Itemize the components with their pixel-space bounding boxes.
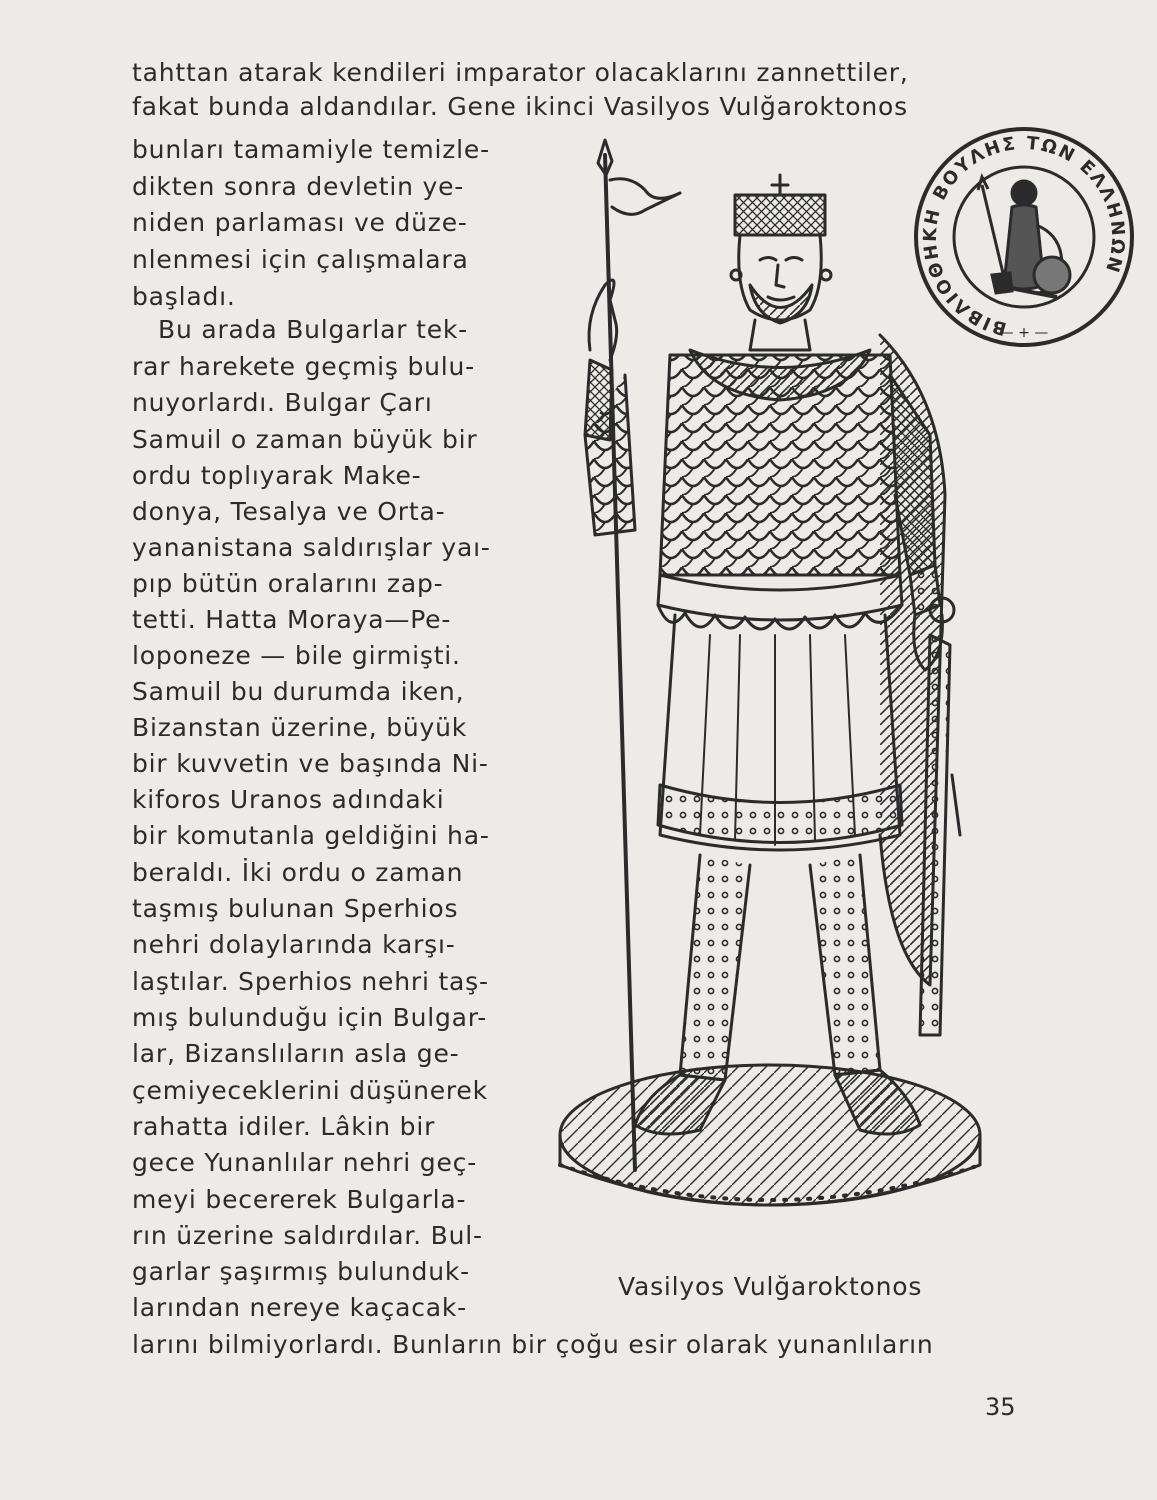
text-line: Bizanstan üzerine, büyük (132, 713, 468, 742)
text-line: tahttan atarak kendileri imparator olacaklarını zannettiler, (132, 58, 909, 87)
text-line: niden parlaması ve düze- (132, 208, 468, 237)
left-leg (680, 855, 750, 1080)
library-stamp (912, 125, 1137, 350)
text-line: gece Yunanlılar nehri geç- (132, 1148, 478, 1177)
text-line: Samuil o zaman büyük bir (132, 425, 478, 454)
text-line: bir kuvvetin ve başında Ni- (132, 749, 489, 778)
text-line: rar harekete geçmiş bulu- (132, 352, 475, 381)
text-line: ordu toplıyarak Make- (132, 461, 422, 490)
right-leg (810, 855, 880, 1075)
text-line: çemiyeceklerini düşünerek (132, 1076, 488, 1105)
text-line: bunları tamamiyle temizle- (132, 135, 490, 164)
spear (605, 155, 635, 1170)
text-line: taşmış bulunan Sperhios (132, 894, 459, 923)
text-line: loponeze — bile girmişti. (132, 641, 461, 670)
text-line: donya, Tesalya ve Orta- (132, 497, 446, 526)
text-line: Samuil bu durumda iken, (132, 677, 465, 706)
text-line: tetti. Hatta Moraya—Pe- (132, 605, 452, 634)
crown (735, 195, 825, 235)
scale-armor (660, 355, 900, 575)
figure-caption: Vasilyos Vulğaroktonos (618, 1272, 923, 1301)
text-line: rahatta idiler. Lâkin bir (132, 1112, 436, 1141)
text-line: larını bilmiyorlardı. Bunların bir çoğu esir olarak yunanlıların (132, 1330, 934, 1359)
text-line: bir komutanla geldiğini ha- (132, 821, 490, 850)
text-line: nlenmesi için çalışmalara (132, 245, 469, 274)
text-line: dikten sonra devletin ye- (132, 172, 465, 201)
athena-emblem (978, 177, 1070, 297)
text-line: yananistana saldırışlar yaı- (132, 533, 491, 562)
text-line: larından nereye kaçacak- (132, 1293, 467, 1322)
text-line: Bu arada Bulgarlar tek- (158, 315, 468, 344)
text-line: fakat bunda aldandılar. Gene ikinci Vasilyos Vulğaroktonos (132, 92, 908, 121)
text-line: rın üzerine saldırdılar. Bul- (132, 1221, 483, 1250)
text-line: kiforos Uranos adındaki (132, 785, 445, 814)
text-line: lar, Bizanslıların asla ge- (132, 1039, 460, 1068)
text-line: başladı. (132, 282, 236, 311)
text-line: meyi becererek Bulgarla- (132, 1185, 467, 1214)
text-line: mış bulunduğu için Bulgar- (132, 1003, 488, 1032)
stamp-bottom-mark: — + — (999, 325, 1049, 341)
text-line: pıp bütün oralarını zap- (132, 569, 444, 598)
pennant (610, 179, 680, 215)
stamp-text: ΒΙΒΛΙΟΘΗΚΗ ΒΟΥΛΗΣ ΤΩΝ ΕΛΛΗΝΩΝ (919, 132, 1129, 340)
text-line: laştılar. Sperhios nehri taş- (132, 967, 489, 996)
text-line: beraldı. İki ordu o zaman (132, 858, 464, 887)
text-line: nehri dolaylarında karşı- (132, 930, 456, 959)
text-line: nuyorlardı. Bulgar Çarı (132, 388, 433, 417)
page-number: 35 (985, 1393, 1016, 1421)
text-line: garlar şaşırmış bulunduk- (132, 1257, 470, 1286)
